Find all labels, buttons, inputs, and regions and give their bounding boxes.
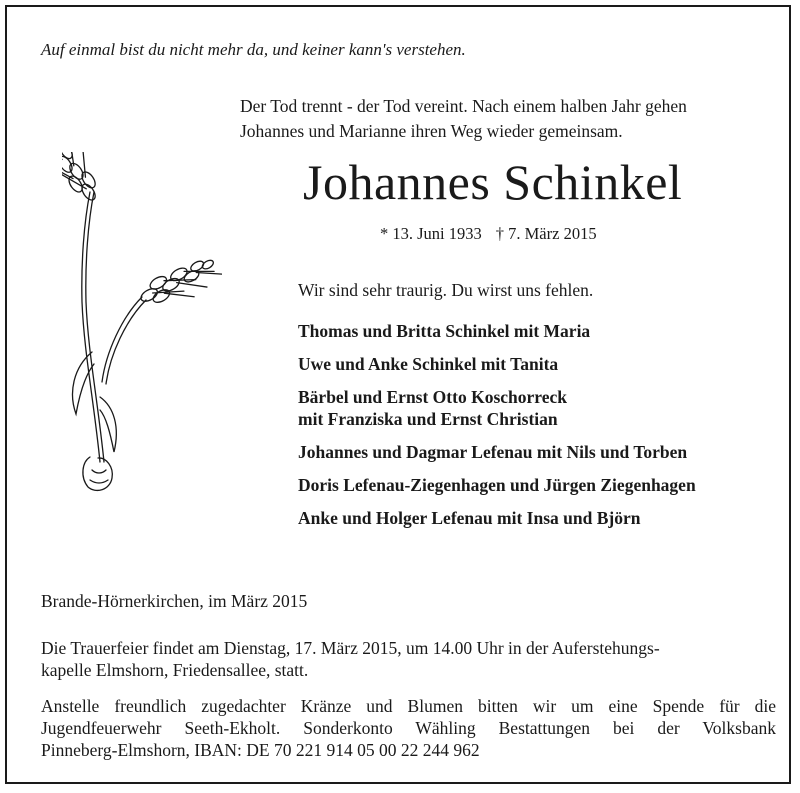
deceased-name: Johannes Schinkel bbox=[303, 154, 683, 210]
intro-text bbox=[240, 94, 780, 144]
mourning-text: Wir sind sehr traurig. Du wirst uns fehlen. bbox=[298, 280, 594, 300]
life-dates bbox=[380, 224, 597, 244]
donation-notice-line: Anstelle freundlich zugedachter Kränze und Blumen bitten wir um eine Spende für die bbox=[41, 696, 776, 716]
family-entry-line: Johannes und Dagmar Lefenau mit Nils und Torben bbox=[298, 442, 688, 462]
family-entry bbox=[298, 507, 788, 529]
family-entry-line: Bärbel und Ernst Otto Koschorreck bbox=[298, 387, 567, 407]
place-date: Brande-Hörnerkirchen, im März 2015 bbox=[41, 591, 308, 611]
family-entry bbox=[298, 320, 788, 342]
family-entry-line: Uwe und Anke Schinkel mit Tanita bbox=[298, 354, 559, 374]
family-entry-line: Doris Lefenau-Ziegenhagen und Jürgen Ziegenhagen bbox=[298, 475, 696, 495]
funeral-notice bbox=[41, 637, 776, 681]
obituary-frame bbox=[5, 5, 791, 784]
family-entry bbox=[298, 353, 788, 375]
family-entry bbox=[298, 386, 788, 430]
funeral-notice-line: kapelle Elmshorn, Friedensallee, statt. bbox=[41, 660, 309, 680]
donation-notice bbox=[41, 695, 776, 761]
opening-quote: Auf einmal bist du nicht mehr da, und keiner kann's verstehen. bbox=[41, 40, 466, 59]
death-date: † 7. März 2015 bbox=[495, 224, 597, 243]
family-entry-line: mit Franziska und Ernst Christian bbox=[298, 409, 558, 429]
intro-line-2: Johannes und Marianne ihren Weg wieder gemeinsam. bbox=[240, 121, 623, 141]
family-entry bbox=[298, 441, 788, 463]
family-list bbox=[298, 320, 788, 540]
donation-notice-line: Jugendfeuerwehr Seeth-Ekholt. Sonderkonto Wähling Bestattungen bei der Volksbank bbox=[41, 718, 776, 738]
donation-notice-line: Pinneberg-Elmshorn, IBAN: DE 70 221 914 05 00 22 244 962 bbox=[41, 740, 480, 760]
intro-line-1: Der Tod trennt - der Tod vereint. Nach einem halben Jahr gehen bbox=[240, 96, 687, 116]
family-entry bbox=[298, 474, 788, 496]
wheat-ears-icon bbox=[62, 152, 222, 512]
funeral-notice-line: Die Trauerfeier findet am Dienstag, 17. März 2015, um 14.00 Uhr in der Auferstehungs- bbox=[41, 638, 660, 658]
family-entry-line: Thomas und Britta Schinkel mit Maria bbox=[298, 321, 591, 341]
family-entry-line: Anke und Holger Lefenau mit Insa und Björn bbox=[298, 508, 641, 528]
birth-date: * 13. Juni 1933 bbox=[380, 224, 482, 243]
